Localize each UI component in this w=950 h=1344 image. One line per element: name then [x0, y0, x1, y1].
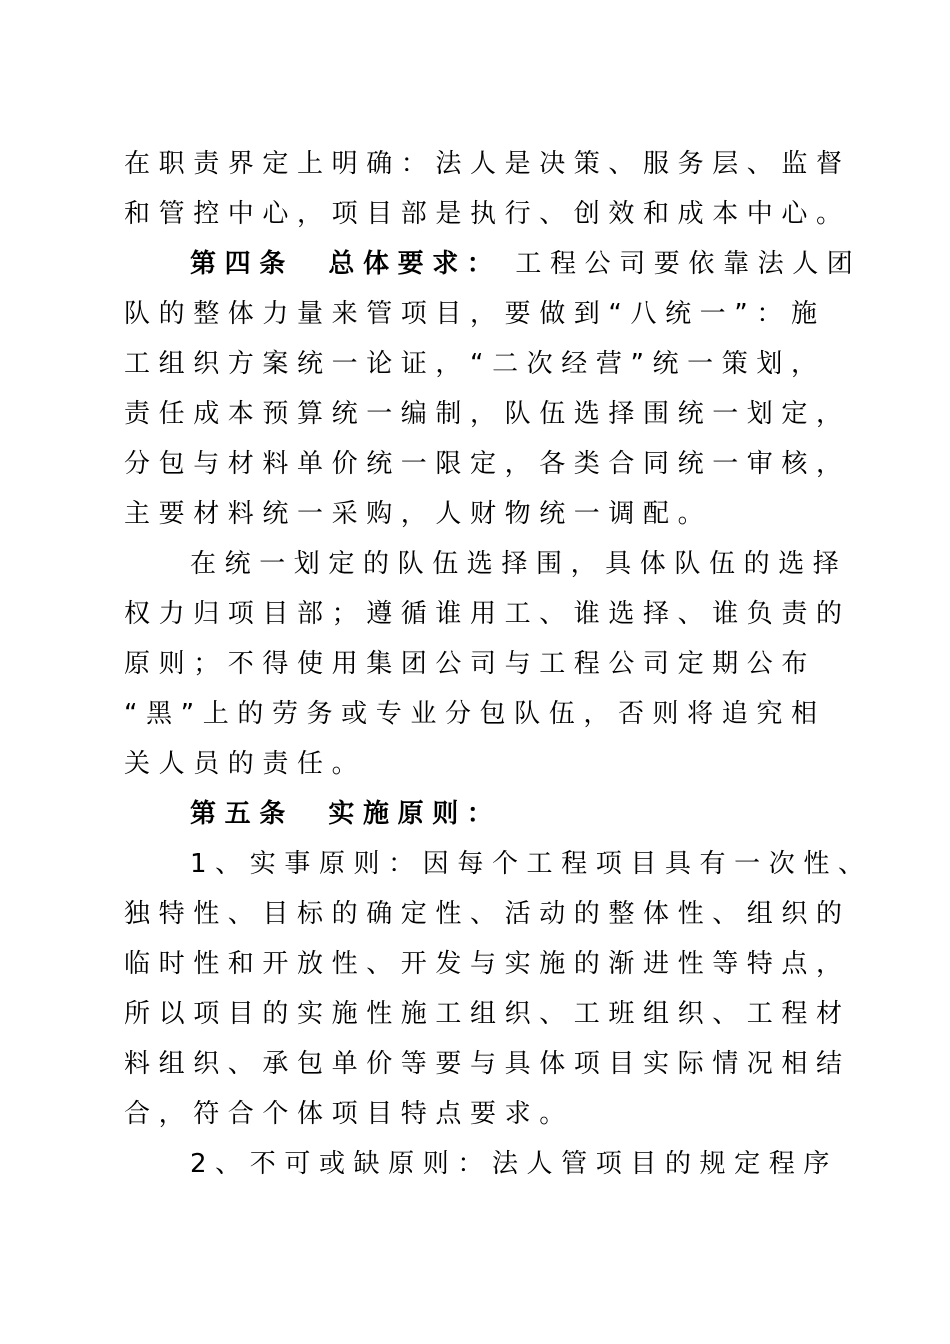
text-line: 独特性、目标的确定性、活动的整体性、组织的	[124, 899, 851, 929]
text-line: 所以项目的实施性施工组织、工班组织、工程材	[124, 999, 851, 1029]
text-line: 队的整体力量来管项目，要做到“八统一”：施	[124, 299, 826, 329]
article-4-text: 工程公司要依靠法人团	[515, 249, 862, 279]
article-5-heading: 第五条 实施原则：	[190, 799, 502, 829]
text-line: 权力归项目部；遵循谁用工、谁选择、谁负责的	[124, 599, 851, 629]
text-line: 关人员的责任。	[124, 749, 367, 779]
text-line: 分包与材料单价统一限定，各类合同统一审核，	[124, 449, 851, 479]
text-line: 和管控中心，项目部是执行、创效和成本中心。	[124, 199, 851, 229]
text-line: 工组织方案统一论证，“二次经营”统一策划，	[124, 349, 826, 379]
text-line: 合，符合个体项目特点要求。	[124, 1099, 574, 1129]
text-line: 责任成本预算统一编制，队伍选择围统一划定，	[124, 399, 851, 429]
text-line: 主要材料统一采购，人财物统一调配。	[124, 499, 713, 529]
text-line: 1、实事原则：因每个工程项目具有一次性、	[190, 849, 873, 879]
text-line: “黑”上的劳务或专业分包队伍，否则将追究相	[124, 699, 826, 729]
article-4-heading: 第四条 总体要求：	[190, 249, 502, 279]
text-line: 料组织、承包单价等要与具体项目实际情况相结	[124, 1049, 851, 1079]
text-line: 原则；不得使用集团公司与工程公司定期公布	[124, 649, 817, 679]
article-4-line	[190, 239, 861, 289]
text-line: 在统一划定的队伍选择围，具体队伍的选择	[190, 549, 848, 579]
text-line: 2、不可或缺原则：法人管项目的规定程序	[190, 1149, 838, 1179]
text-line: 在职责界定上明确：法人是决策、服务层、监督	[124, 149, 851, 179]
text-line: 临时性和开放性、开发与实施的渐进性等特点，	[124, 949, 851, 979]
article-5-line	[190, 789, 515, 839]
